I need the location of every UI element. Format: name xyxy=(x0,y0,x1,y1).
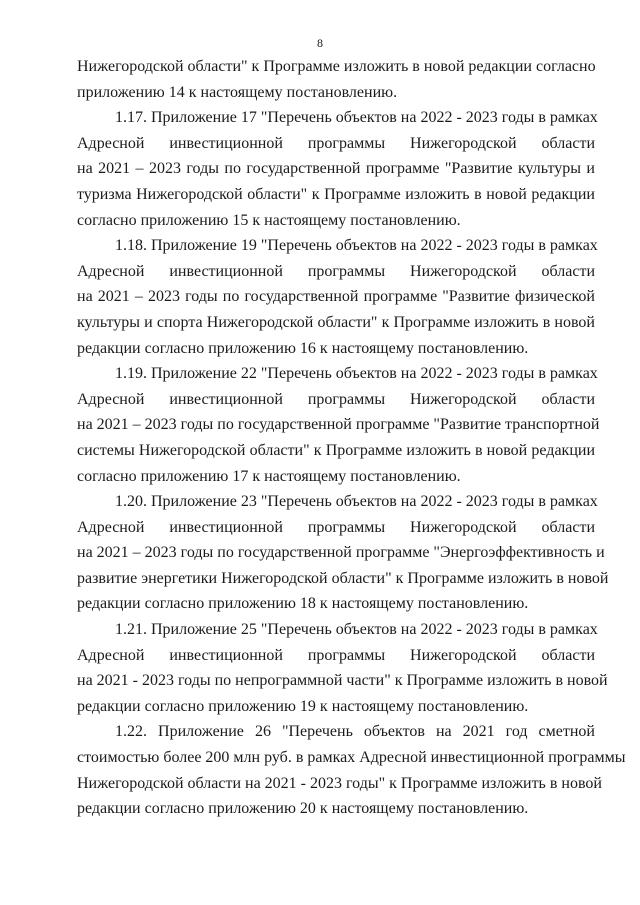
text-line: 1.17. Приложение 17 "Перечень объектов на 2022 - 2023 годы в рамках xyxy=(115,109,598,127)
text-line: развитие энергетики Нижегородской области" к Программе изложить в новой xyxy=(77,569,609,587)
text-line: приложению 14 к настоящему постановлению. xyxy=(77,83,398,101)
text-line: на 2021 – 2023 годы по государственной программе "Энергоэффективность и xyxy=(77,544,605,562)
text-line: согласно приложению 15 к настоящему постановлению. xyxy=(77,211,461,229)
text-line: культуры и спорта Нижегородской области" к Программе изложить в новой xyxy=(77,313,595,331)
text-line: редакции согласно приложению 16 к настоящему постановлению. xyxy=(77,339,529,357)
text-line: Адресной инвестиционной программы Нижегородской области xyxy=(77,134,595,152)
text-line: Нижегородской области на 2021 - 2023 годы" к Программе изложить в новой xyxy=(77,774,602,792)
text-line: Адресной инвестиционной программы Нижегородской области xyxy=(77,262,595,280)
document-body xyxy=(77,54,626,822)
text-line: системы Нижегородской области" к Программе изложить в новой редакции xyxy=(77,441,595,459)
text-line: на 2021 - 2023 годы по непрограммной части" к Программе изложить в новой xyxy=(77,672,608,690)
page-number: 8 xyxy=(317,36,323,50)
text-line: редакции согласно приложению 20 к настоящему постановлению. xyxy=(77,800,529,818)
text-line: стоимостью более 200 млн руб. в рамках Адресной инвестиционной программы xyxy=(77,749,626,767)
text-line: 1.20. Приложение 23 "Перечень объектов на 2022 - 2023 годы в рамках xyxy=(115,493,598,511)
text-line: 1.21. Приложение 25 "Перечень объектов на 2022 - 2023 годы в рамках xyxy=(115,621,598,639)
text-line: редакции согласно приложению 19 к настоящему постановлению. xyxy=(77,697,529,715)
text-line: Адресной инвестиционной программы Нижегородской области xyxy=(77,390,595,408)
text-line: туризма Нижегородской области" к Программе изложить в новой редакции xyxy=(77,185,595,203)
text-line: согласно приложению 17 к настоящему постановлению. xyxy=(77,467,461,485)
text-line: редакции согласно приложению 18 к настоящему постановлению. xyxy=(77,595,529,613)
text-line: Адресной инвестиционной программы Нижегородской области xyxy=(77,518,595,536)
text-line: 1.22. Приложение 26 "Перечень объектов на 2021 год сметной xyxy=(115,723,595,741)
text-line: 1.19. Приложение 22 "Перечень объектов на 2022 - 2023 годы в рамках xyxy=(115,365,598,383)
text-line: на 2021 – 2023 годы по государственной программе "Развитие культуры и xyxy=(77,160,595,178)
text-line: Нижегородской области" к Программе изложить в новой редакции согласно xyxy=(77,58,596,75)
text-line: 1.18. Приложение 19 "Перечень объектов на 2022 - 2023 годы в рамках xyxy=(115,237,598,255)
text-line: Адресной инвестиционной программы Нижегородской области xyxy=(77,646,595,664)
text-line: на 2021 – 2023 годы по государственной программе "Развитие физической xyxy=(77,288,595,306)
text-line: на 2021 – 2023 годы по государственной программе "Развитие транспортной xyxy=(77,416,600,434)
